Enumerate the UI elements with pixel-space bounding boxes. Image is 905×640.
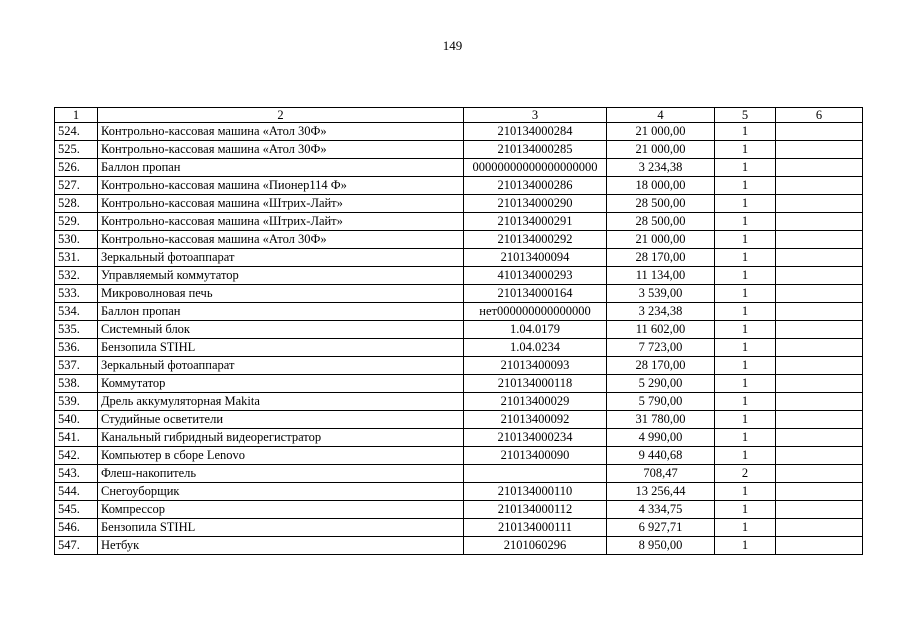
row-number-cell: 533. — [55, 285, 98, 303]
inventory-number-cell — [464, 465, 607, 483]
item-name-cell: Компрессор — [98, 501, 464, 519]
inventory-number-cell: 210134000234 — [464, 429, 607, 447]
table-row — [55, 537, 863, 555]
amount-cell: 28 170,00 — [607, 357, 715, 375]
column-header: 2 — [98, 108, 464, 123]
quantity-cell: 1 — [715, 519, 776, 537]
row-number-cell: 539. — [55, 393, 98, 411]
item-name-cell: Канальный гибридный видеорегистратор — [98, 429, 464, 447]
item-name-cell: Дрель аккумуляторная Makita — [98, 393, 464, 411]
item-name-cell: Системный блок — [98, 321, 464, 339]
inventory-number-cell: 210134000110 — [464, 483, 607, 501]
inventory-number-cell: 1.04.0179 — [464, 321, 607, 339]
column-header: 6 — [776, 108, 863, 123]
inventory-number-cell: 210134000112 — [464, 501, 607, 519]
amount-cell: 3 234,38 — [607, 303, 715, 321]
table-row — [55, 465, 863, 483]
row-number-cell: 541. — [55, 429, 98, 447]
item-name-cell: Контрольно-кассовая машина «Штрих-Лайт» — [98, 195, 464, 213]
inventory-number-cell: 210134000292 — [464, 231, 607, 249]
note-cell — [776, 447, 863, 465]
note-cell — [776, 195, 863, 213]
amount-cell: 21 000,00 — [607, 231, 715, 249]
note-cell — [776, 285, 863, 303]
quantity-cell: 1 — [715, 159, 776, 177]
item-name-cell: Контрольно-кассовая машина «Штрих-Лайт» — [98, 213, 464, 231]
note-cell — [776, 411, 863, 429]
item-name-cell: Бензопила STIHL — [98, 339, 464, 357]
inventory-number-cell: 00000000000000000000 — [464, 159, 607, 177]
table-row — [55, 123, 863, 141]
item-name-cell: Баллон пропан — [98, 303, 464, 321]
amount-cell: 7 723,00 — [607, 339, 715, 357]
table-row — [55, 393, 863, 411]
item-name-cell: Контрольно-кассовая машина «Атол 30Ф» — [98, 231, 464, 249]
item-name-cell: Флеш-накопитель — [98, 465, 464, 483]
inventory-number-cell: 410134000293 — [464, 267, 607, 285]
header-row — [55, 108, 863, 123]
quantity-cell: 1 — [715, 447, 776, 465]
amount-cell: 21 000,00 — [607, 123, 715, 141]
table-row — [55, 501, 863, 519]
table-row — [55, 231, 863, 249]
quantity-cell: 1 — [715, 231, 776, 249]
amount-cell: 13 256,44 — [607, 483, 715, 501]
inventory-number-cell: 210134000290 — [464, 195, 607, 213]
note-cell — [776, 303, 863, 321]
note-cell — [776, 321, 863, 339]
quantity-cell: 1 — [715, 429, 776, 447]
amount-cell: 8 950,00 — [607, 537, 715, 555]
amount-cell: 6 927,71 — [607, 519, 715, 537]
quantity-cell: 1 — [715, 537, 776, 555]
item-name-cell: Бензопила STIHL — [98, 519, 464, 537]
inventory-number-cell: 210134000291 — [464, 213, 607, 231]
row-number-cell: 525. — [55, 141, 98, 159]
item-name-cell: Компьютер в сборе Lenovo — [98, 447, 464, 465]
table-row — [55, 357, 863, 375]
quantity-cell: 1 — [715, 177, 776, 195]
quantity-cell: 1 — [715, 357, 776, 375]
inventory-number-cell: 21013400090 — [464, 447, 607, 465]
note-cell — [776, 123, 863, 141]
row-number-cell: 531. — [55, 249, 98, 267]
item-name-cell: Контрольно-кассовая машина «Атол 30Ф» — [98, 123, 464, 141]
row-number-cell: 546. — [55, 519, 98, 537]
table-row — [55, 321, 863, 339]
row-number-cell: 545. — [55, 501, 98, 519]
quantity-cell: 1 — [715, 375, 776, 393]
table-row — [55, 519, 863, 537]
amount-cell: 9 440,68 — [607, 447, 715, 465]
inventory-number-cell: 21013400093 — [464, 357, 607, 375]
table-row — [55, 303, 863, 321]
note-cell — [776, 231, 863, 249]
item-name-cell: Контрольно-кассовая машина «Атол 30Ф» — [98, 141, 464, 159]
inventory-number-cell: 210134000286 — [464, 177, 607, 195]
item-name-cell: Управляемый коммутатор — [98, 267, 464, 285]
note-cell — [776, 249, 863, 267]
quantity-cell: 1 — [715, 393, 776, 411]
row-number-cell: 529. — [55, 213, 98, 231]
quantity-cell: 1 — [715, 411, 776, 429]
row-number-cell: 544. — [55, 483, 98, 501]
row-number-cell: 542. — [55, 447, 98, 465]
quantity-cell: 1 — [715, 195, 776, 213]
inventory-number-cell: 210134000284 — [464, 123, 607, 141]
quantity-cell: 1 — [715, 321, 776, 339]
row-number-cell: 526. — [55, 159, 98, 177]
amount-cell: 28 170,00 — [607, 249, 715, 267]
row-number-cell: 527. — [55, 177, 98, 195]
amount-cell: 4 990,00 — [607, 429, 715, 447]
note-cell — [776, 465, 863, 483]
inventory-number-cell: 210134000118 — [464, 375, 607, 393]
table-row — [55, 213, 863, 231]
item-name-cell: Контрольно-кассовая машина «Пионер114 Ф» — [98, 177, 464, 195]
item-name-cell: Баллон пропан — [98, 159, 464, 177]
table-row — [55, 411, 863, 429]
row-number-cell: 524. — [55, 123, 98, 141]
column-header: 1 — [55, 108, 98, 123]
quantity-cell: 1 — [715, 339, 776, 357]
row-number-cell: 547. — [55, 537, 98, 555]
note-cell — [776, 429, 863, 447]
column-header: 5 — [715, 108, 776, 123]
note-cell — [776, 483, 863, 501]
row-number-cell: 540. — [55, 411, 98, 429]
quantity-cell: 1 — [715, 285, 776, 303]
note-cell — [776, 213, 863, 231]
item-name-cell: Зеркальный фотоаппарат — [98, 357, 464, 375]
quantity-cell: 1 — [715, 141, 776, 159]
inventory-number-cell: 210134000111 — [464, 519, 607, 537]
amount-cell: 5 290,00 — [607, 375, 715, 393]
table-body — [55, 123, 863, 555]
row-number-cell: 534. — [55, 303, 98, 321]
amount-cell: 28 500,00 — [607, 195, 715, 213]
table-row — [55, 375, 863, 393]
row-number-cell: 535. — [55, 321, 98, 339]
table-row — [55, 447, 863, 465]
inventory-number-cell: 21013400029 — [464, 393, 607, 411]
table-row — [55, 141, 863, 159]
inventory-number-cell: 1.04.0234 — [464, 339, 607, 357]
quantity-cell: 1 — [715, 249, 776, 267]
table-row — [55, 195, 863, 213]
inventory-number-cell: 210134000164 — [464, 285, 607, 303]
note-cell — [776, 519, 863, 537]
note-cell — [776, 393, 863, 411]
note-cell — [776, 267, 863, 285]
inventory-number-cell: 21013400094 — [464, 249, 607, 267]
amount-cell: 18 000,00 — [607, 177, 715, 195]
inventory-number-cell: нет000000000000000 — [464, 303, 607, 321]
table-row — [55, 339, 863, 357]
row-number-cell: 537. — [55, 357, 98, 375]
inventory-number-cell: 2101060296 — [464, 537, 607, 555]
amount-cell: 11 602,00 — [607, 321, 715, 339]
note-cell — [776, 159, 863, 177]
amount-cell: 11 134,00 — [607, 267, 715, 285]
item-name-cell: Зеркальный фотоаппарат — [98, 249, 464, 267]
note-cell — [776, 375, 863, 393]
inventory-number-cell: 210134000285 — [464, 141, 607, 159]
column-header: 3 — [464, 108, 607, 123]
quantity-cell: 1 — [715, 213, 776, 231]
table-row — [55, 267, 863, 285]
amount-cell: 708,47 — [607, 465, 715, 483]
table-row — [55, 483, 863, 501]
amount-cell: 3 539,00 — [607, 285, 715, 303]
amount-cell: 31 780,00 — [607, 411, 715, 429]
quantity-cell: 1 — [715, 123, 776, 141]
amount-cell: 28 500,00 — [607, 213, 715, 231]
inventory-number-cell: 21013400092 — [464, 411, 607, 429]
table-row — [55, 285, 863, 303]
row-number-cell: 530. — [55, 231, 98, 249]
quantity-cell: 1 — [715, 267, 776, 285]
page-number: 149 — [442, 38, 463, 53]
table-row — [55, 159, 863, 177]
table-row — [55, 429, 863, 447]
row-number-cell: 528. — [55, 195, 98, 213]
item-name-cell: Снегоуборщик — [98, 483, 464, 501]
item-name-cell: Студийные осветители — [98, 411, 464, 429]
amount-cell: 4 334,75 — [607, 501, 715, 519]
inventory-table — [54, 107, 863, 555]
row-number-cell: 543. — [55, 465, 98, 483]
item-name-cell: Микроволновая печь — [98, 285, 464, 303]
note-cell — [776, 177, 863, 195]
quantity-cell: 1 — [715, 303, 776, 321]
quantity-cell: 1 — [715, 501, 776, 519]
note-cell — [776, 501, 863, 519]
note-cell — [776, 141, 863, 159]
note-cell — [776, 537, 863, 555]
quantity-cell: 1 — [715, 483, 776, 501]
row-number-cell: 536. — [55, 339, 98, 357]
quantity-cell: 2 — [715, 465, 776, 483]
table-row — [55, 177, 863, 195]
column-header: 4 — [607, 108, 715, 123]
row-number-cell: 532. — [55, 267, 98, 285]
table-row — [55, 249, 863, 267]
note-cell — [776, 339, 863, 357]
amount-cell: 5 790,00 — [607, 393, 715, 411]
note-cell — [776, 357, 863, 375]
amount-cell: 3 234,38 — [607, 159, 715, 177]
item-name-cell: Нетбук — [98, 537, 464, 555]
row-number-cell: 538. — [55, 375, 98, 393]
item-name-cell: Коммутатор — [98, 375, 464, 393]
amount-cell: 21 000,00 — [607, 141, 715, 159]
